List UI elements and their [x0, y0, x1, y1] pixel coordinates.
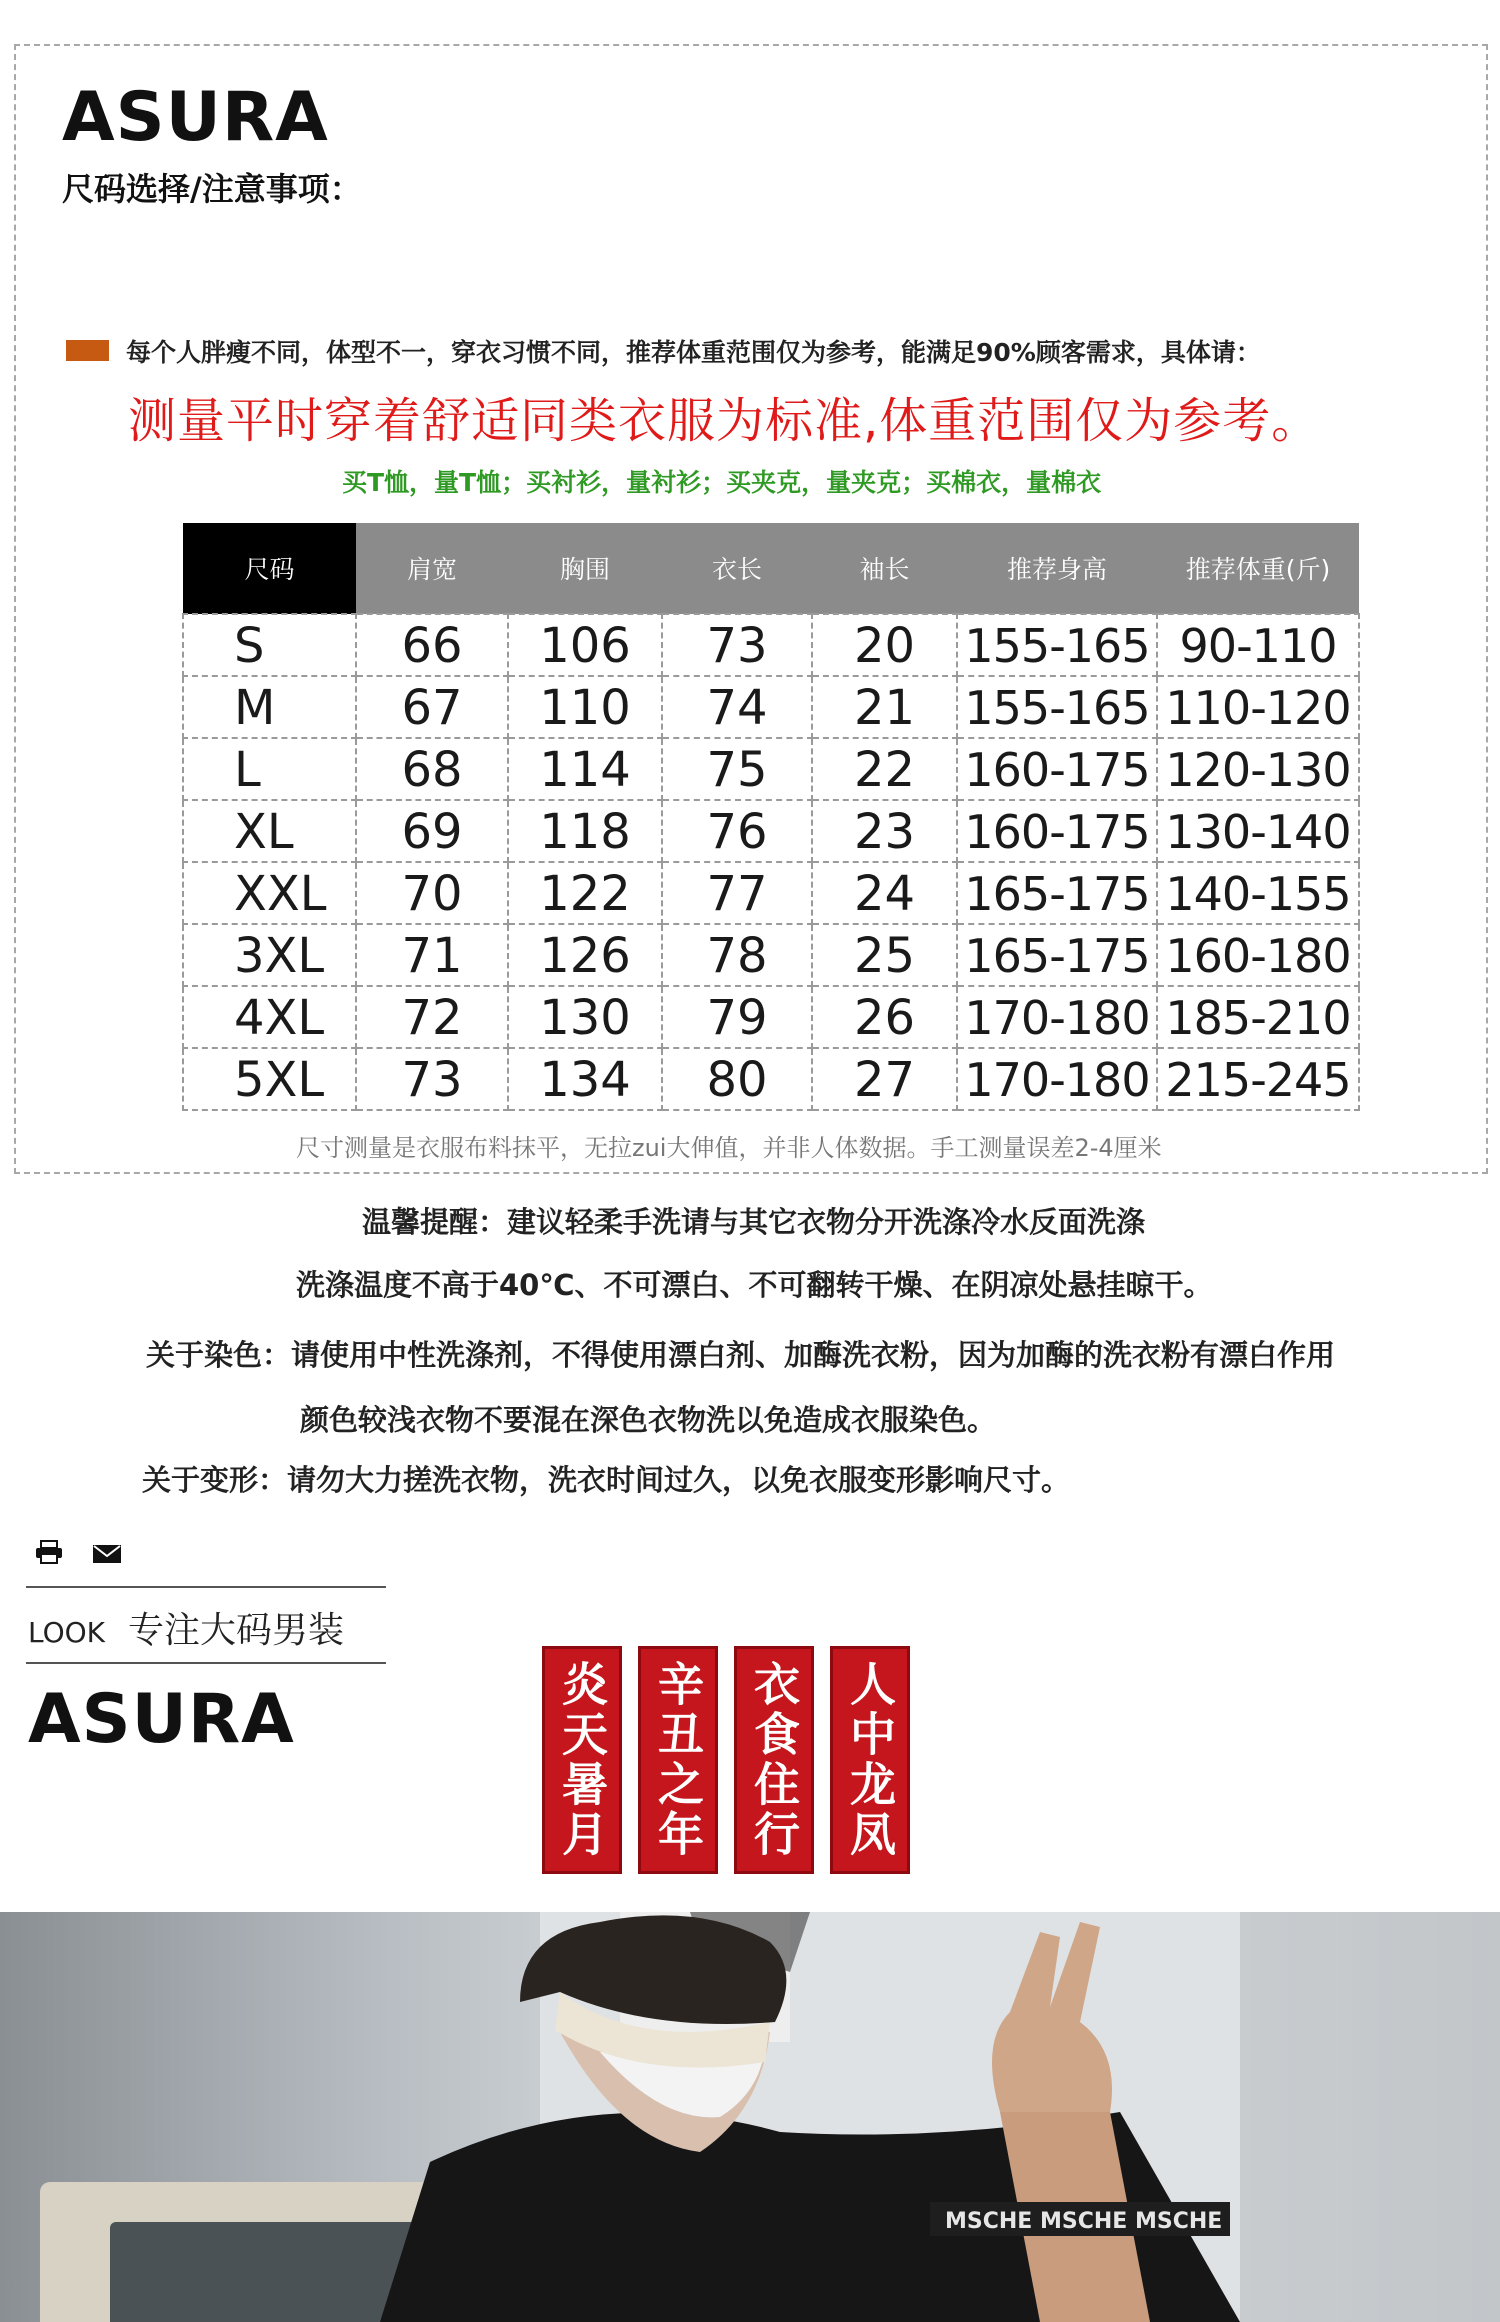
cell-sleeve: 21: [812, 676, 957, 738]
seal-text: 衣食住行: [747, 1660, 801, 1860]
seal-2: [638, 1646, 718, 1874]
cell-size: XL: [183, 800, 356, 862]
cell-length: 73: [662, 614, 812, 676]
care-tip-dye: 关于染色：请使用中性洗涤剂，不得使用漂白剂、加酶洗衣粉，因为加酶的洗衣粉有漂白作用: [146, 1338, 1336, 1372]
cell-shoulder: 67: [356, 676, 508, 738]
cell-height: 155-165: [957, 676, 1157, 738]
cell-height: 160-175: [957, 738, 1157, 800]
seal-text: 辛丑之年: [651, 1660, 705, 1860]
cell-size: S: [183, 614, 356, 676]
table-row: [183, 986, 1359, 1048]
seal-1: [542, 1646, 622, 1874]
cell-length: 76: [662, 800, 812, 862]
cell-chest: 110: [508, 676, 662, 738]
cell-weight: 110-120: [1157, 676, 1359, 738]
cell-size: 5XL: [183, 1048, 356, 1110]
cell-size: 3XL: [183, 924, 356, 986]
orange-marker: [66, 340, 109, 361]
seal-text: 炎天暑月: [555, 1660, 609, 1860]
brand-tagline: 专注大码男装: [128, 1610, 345, 1651]
table-header-row: [183, 523, 1359, 614]
header-size: 尺码: [183, 523, 356, 614]
cell-weight: 140-155: [1157, 862, 1359, 924]
table-row: [183, 800, 1359, 862]
printer-icon[interactable]: [34, 1540, 64, 1564]
cell-length: 77: [662, 862, 812, 924]
header-chest: 胸围: [508, 523, 662, 614]
cell-chest: 122: [508, 862, 662, 924]
cell-shoulder: 66: [356, 614, 508, 676]
cell-length: 78: [662, 924, 812, 986]
cell-height: 165-175: [957, 862, 1157, 924]
cell-length: 79: [662, 986, 812, 1048]
cell-weight: 215-245: [1157, 1048, 1359, 1110]
envelope-icon[interactable]: [92, 1542, 122, 1566]
divider-top: [26, 1586, 386, 1588]
care-tip-1: 温馨提醒：建议轻柔手洗请与其它衣物分开洗涤冷水反面洗涤: [362, 1205, 1146, 1239]
seal-3: [734, 1646, 814, 1874]
note-green: 买T恤，量T恤；买衬衫，量衬衫；买夹克，量夹克；买棉衣，量棉衣: [342, 468, 1102, 497]
measurement-footnote: 尺寸测量是衣服布料抹平，无拉zui大伸值，并非人体数据。手工测量误差2-4厘米: [296, 1134, 1162, 1162]
cell-shoulder: 71: [356, 924, 508, 986]
cell-shoulder: 73: [356, 1048, 508, 1110]
cell-sleeve: 25: [812, 924, 957, 986]
table-row: [183, 614, 1359, 676]
model-photo: [0, 1912, 1500, 2322]
cell-weight: 130-140: [1157, 800, 1359, 862]
cell-height: 170-180: [957, 986, 1157, 1048]
header-sleeve: 袖长: [812, 523, 957, 614]
care-tip-2: 洗涤温度不高于40℃、不可漂白、不可翻转干燥、在阴凉处悬挂晾干。: [296, 1268, 1213, 1302]
cell-shoulder: 68: [356, 738, 508, 800]
cell-sleeve: 26: [812, 986, 957, 1048]
cell-height: 170-180: [957, 1048, 1157, 1110]
cell-weight: 90-110: [1157, 614, 1359, 676]
cell-size: XXL: [183, 862, 356, 924]
cell-shoulder: 69: [356, 800, 508, 862]
svg-text:MSCHE MSCHE MSCHE: MSCHE MSCHE MSCHE: [945, 2209, 1223, 2234]
cell-chest: 134: [508, 1048, 662, 1110]
cell-chest: 106: [508, 614, 662, 676]
cell-shoulder: 72: [356, 986, 508, 1048]
header-length: 衣长: [662, 523, 812, 614]
cell-weight: 160-180: [1157, 924, 1359, 986]
header-shoulder: 肩宽: [356, 523, 508, 614]
header-weight: 推荐体重(斤): [1157, 523, 1359, 614]
brand-logo: ASURA: [62, 78, 329, 157]
cell-height: 165-175: [957, 924, 1157, 986]
page-subtitle: 尺码选择/注意事项：: [62, 170, 362, 208]
cell-length: 75: [662, 738, 812, 800]
note-line-1: 每个人胖瘦不同，体型不一，穿衣习惯不同，推荐体重范围仅为参考，能满足90%顾客需求，具体请：: [126, 338, 1261, 367]
cell-length: 74: [662, 676, 812, 738]
cell-chest: 126: [508, 924, 662, 986]
table-row: [183, 738, 1359, 800]
cell-weight: 185-210: [1157, 986, 1359, 1048]
divider-bottom: [26, 1662, 386, 1664]
cell-sleeve: 20: [812, 614, 957, 676]
care-tip-dye-2: 颜色较浅衣物不要混在深色衣物洗以免造成衣服染色。: [300, 1403, 997, 1437]
brand-logo-bottom: ASURA: [28, 1680, 295, 1759]
look-label: LOOK: [28, 1616, 106, 1649]
cell-chest: 130: [508, 986, 662, 1048]
table-row: [183, 924, 1359, 986]
cell-height: 155-165: [957, 614, 1157, 676]
cell-chest: 114: [508, 738, 662, 800]
cell-sleeve: 23: [812, 800, 957, 862]
headline-red: 测量平时穿着舒适同类衣服为标准,体重范围仅为参考。: [128, 393, 1321, 449]
cell-chest: 118: [508, 800, 662, 862]
header-height: 推荐身高: [957, 523, 1157, 614]
seal-text: 人中龙凤: [843, 1660, 897, 1860]
seal-4: [830, 1646, 910, 1874]
size-table: [182, 523, 1360, 1111]
cell-weight: 120-130: [1157, 738, 1359, 800]
table-row: [183, 1048, 1359, 1110]
model-photo-illustration: [0, 1912, 1500, 2322]
cell-size: M: [183, 676, 356, 738]
care-tip-deform: 关于变形：请勿大力搓洗衣物，洗衣时间过久，以免衣服变形影响尺寸。: [142, 1463, 1071, 1497]
cell-length: 80: [662, 1048, 812, 1110]
cell-height: 160-175: [957, 800, 1157, 862]
table-row: [183, 676, 1359, 738]
cell-sleeve: 27: [812, 1048, 957, 1110]
cell-sleeve: 24: [812, 862, 957, 924]
cell-size: 4XL: [183, 986, 356, 1048]
cell-sleeve: 22: [812, 738, 957, 800]
table-row: [183, 862, 1359, 924]
cell-size: L: [183, 738, 356, 800]
cell-shoulder: 70: [356, 862, 508, 924]
